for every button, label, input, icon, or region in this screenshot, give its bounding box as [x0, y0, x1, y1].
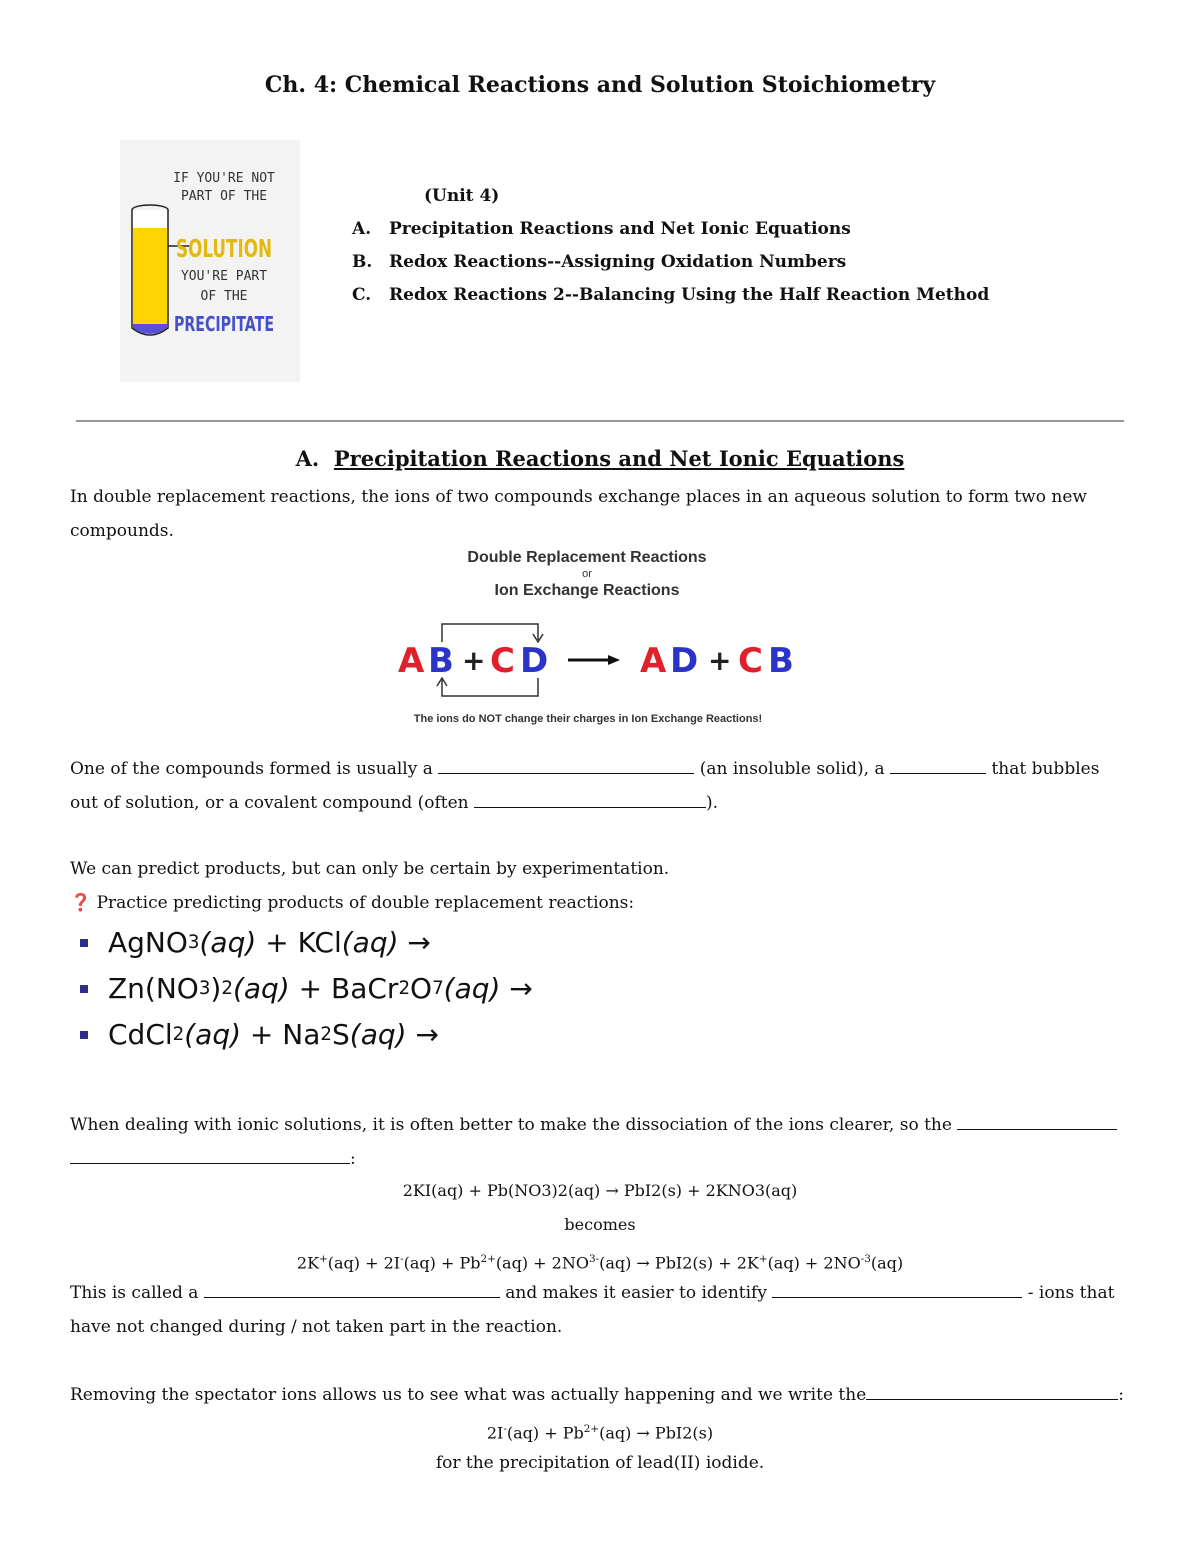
compounds-text-1: One of the compounds formed is usually a — [70, 759, 433, 779]
bullet-square-icon — [80, 939, 88, 947]
blank-ionic-equation-1[interactable] — [957, 1111, 1117, 1130]
eq2-plus: + — [298, 972, 323, 1005]
eq-part: (aq) + Pb — [506, 1423, 584, 1443]
toc-item-c — [352, 279, 989, 312]
intro-line-2: compounds. — [70, 521, 174, 541]
net-caption: for the precipitation of lead(II) iodide. — [435, 1453, 765, 1473]
eq-part: (aq) + 2I — [327, 1253, 401, 1273]
spectator-paragraph — [70, 1276, 1130, 1344]
toc-item-b — [352, 246, 989, 279]
eq1-sub: 3 — [187, 932, 200, 953]
double-replacement-diagram — [390, 540, 810, 740]
eq3-state-a: (aq) — [184, 1018, 242, 1051]
section-divider — [76, 420, 1124, 422]
complete-ionic-equation — [0, 1242, 1200, 1280]
net-ionic-equation — [0, 1412, 1200, 1450]
eq2-arrow: → — [509, 972, 533, 1005]
charge: + — [758, 1253, 768, 1265]
eq-part: (aq) → PbI2(s) — [599, 1423, 714, 1443]
section-a-title: Precipitation Reactions and Net Ionic Equations — [333, 446, 905, 471]
unit-table-of-contents — [352, 180, 989, 312]
eq2-reactant-a: Zn(NO — [108, 972, 199, 1005]
ion-d-right: D — [670, 641, 699, 681]
bullet-square-icon — [80, 985, 88, 993]
compounds-formed-paragraph — [70, 752, 1130, 820]
toc-text: Redox Reactions--Assigning Oxidation Numbers — [389, 252, 847, 272]
eq-part: (aq) + Pb — [403, 1253, 481, 1273]
eq1-plus: + — [265, 926, 289, 959]
eq2-b-sub: 2 — [398, 978, 411, 999]
charge: 2+ — [480, 1253, 496, 1265]
eq2-close: ) — [210, 972, 222, 1005]
practice-equation-2 — [80, 972, 533, 1005]
ion-b-left: B — [428, 641, 454, 681]
plus-left: + — [462, 644, 486, 677]
eq-part: 2I — [486, 1423, 504, 1443]
eq-part: (aq) — [870, 1253, 904, 1273]
hero-line-4: YOU'RE PART — [180, 269, 268, 284]
ionic-solutions-paragraph — [70, 1108, 1130, 1176]
charge: + — [319, 1253, 328, 1265]
blank-ionic-equation-2[interactable] — [70, 1145, 350, 1164]
net-ionic-paragraph — [70, 1378, 1130, 1412]
ionic-line-1: When dealing with ionic solutions, it is often better to make the dissociation of the ions clearer, so the — [70, 1115, 952, 1135]
ion-b-right: B — [768, 641, 794, 681]
practice-equation-1 — [80, 926, 431, 959]
blank-spectator[interactable] — [772, 1279, 1022, 1298]
blank-net-ionic[interactable] — [866, 1381, 1118, 1400]
eq2-b-sub2: 7 — [432, 978, 444, 999]
predict-line-2: Practice predicting products of double replacement reactions: — [96, 893, 635, 913]
eq3-reactant-a: CdCl — [108, 1018, 173, 1051]
ion-a-left: A — [398, 641, 425, 681]
charge: 2+ — [583, 1423, 600, 1435]
eq2-sub: 3 — [198, 978, 211, 999]
eq1-state-b: (aq) — [341, 926, 399, 959]
becomes-label: becomes — [564, 1215, 636, 1234]
eq3-state-b: (aq) — [349, 1018, 407, 1051]
hero-solution-word: SOLUTION — [176, 234, 272, 263]
charge: - — [400, 1253, 404, 1265]
diagram-caption: The ions do NOT change their charges in Ion Exchange Reactions! — [413, 713, 763, 725]
eq1-reactant-a: AgNO — [108, 926, 188, 959]
toc-unit-label: (Unit 4) — [424, 186, 500, 206]
net-line-1: Removing the spectator ions allows us to see what was actually happening and we write the — [70, 1385, 867, 1405]
eq2-reactant-b: BaCr — [331, 972, 399, 1005]
diagram-title-2: Ion Exchange Reactions — [494, 582, 680, 599]
solution-precipitate-image — [120, 140, 300, 382]
eq2-state-b: (aq) — [443, 972, 501, 1005]
ion-a-right: A — [640, 641, 667, 681]
hero-precipitate-word: PRECIPITATE — [174, 312, 274, 336]
eq2-sub2: 2 — [221, 978, 233, 999]
plus-right: + — [708, 644, 732, 677]
eq1-arrow: → — [407, 926, 431, 959]
toc-letter: A. — [352, 219, 372, 239]
compounds-text-2: (an insoluble solid), a — [699, 759, 885, 779]
intro-paragraph — [70, 480, 1130, 548]
charge: -3 — [860, 1253, 871, 1265]
toc-text: Redox Reactions 2--Balancing Using the Half Reaction Method — [389, 285, 990, 305]
hero-line-5: OF THE — [200, 289, 248, 304]
blank-complete-ionic[interactable] — [204, 1279, 500, 1298]
predict-paragraph — [70, 852, 1130, 920]
ionic-colon: : — [350, 1149, 356, 1169]
page-title: Ch. 4: Chemical Reactions and Solution Stoichiometry — [264, 72, 936, 98]
practice-equation-3 — [80, 1018, 439, 1051]
net-colon: : — [1118, 1385, 1124, 1405]
called-text-2: and makes it easier to identify — [505, 1283, 767, 1303]
eq1-reactant-b: KCl — [297, 926, 342, 959]
question-icon: ❓ — [70, 893, 92, 913]
eq-part: (aq) + 2NO — [767, 1253, 861, 1273]
eq-part: (aq) → PbI2(s) + 2K — [599, 1253, 759, 1273]
bullet-square-icon — [80, 1031, 88, 1039]
blank-covalent[interactable] — [474, 789, 706, 808]
charge: 3- — [588, 1253, 600, 1265]
diagram-or: or — [582, 568, 592, 580]
molecular-equation: 2KI(aq) + Pb(NO3)2(aq) → PbI2(s) + 2KNO3(aq) — [402, 1181, 798, 1200]
ion-d-left: D — [520, 641, 549, 681]
ion-exchange-figure — [390, 540, 810, 740]
ion-k: 2K — [296, 1253, 320, 1273]
top-swap-arrow — [442, 624, 538, 642]
compounds-text-5: ). — [706, 793, 719, 813]
eq1-state-a: (aq) — [199, 926, 257, 959]
toc-letter: C. — [352, 285, 372, 305]
blank-precipitate[interactable] — [438, 755, 694, 774]
blank-gas[interactable] — [890, 755, 986, 774]
ion-c-right: C — [738, 641, 763, 681]
called-text-3: - ions that — [1027, 1283, 1115, 1303]
compounds-text-3: that bubbles — [991, 759, 1100, 779]
intro-line-1: In double replacement reactions, the ions of two compounds exchange places in an aqueous solution to form two new — [70, 487, 1087, 507]
toc-letter: B. — [352, 252, 373, 272]
hero-line-1: IF YOU'RE NOT — [173, 171, 275, 186]
diagram-title-1: Double Replacement Reactions — [467, 549, 707, 566]
section-a-heading — [0, 446, 1200, 471]
toc-item-a — [352, 213, 989, 246]
eq3-b-sub: 2 — [320, 1024, 332, 1045]
eq3-sulfur: S — [331, 1018, 350, 1051]
eq3-sub: 2 — [172, 1024, 185, 1045]
eq2-state-a: (aq) — [232, 972, 290, 1005]
section-a-letter: A. — [295, 446, 320, 471]
compounds-text-4: out of solution, or a covalent compound (often — [70, 793, 469, 813]
eq-part: (aq) + 2NO — [495, 1253, 589, 1273]
predict-line-1: We can predict products, but can only be certain by experimentation. — [70, 859, 670, 879]
reaction-arrow-head — [608, 655, 620, 665]
eq2-oxygen: O — [410, 972, 433, 1005]
ion-c-left: C — [490, 641, 515, 681]
eq3-arrow: → — [415, 1018, 439, 1051]
hero-line-2: PART OF THE — [180, 189, 268, 204]
charge: - — [503, 1423, 507, 1435]
called-text-1: This is called a — [70, 1283, 199, 1303]
eq3-reactant-b: Na — [282, 1018, 321, 1051]
toc-text: Precipitation Reactions and Net Ionic Equations — [389, 219, 851, 239]
called-line-2: have not changed during / not taken part in the reaction. — [70, 1317, 563, 1337]
test-tube-illustration — [120, 140, 300, 382]
eq3-plus: + — [249, 1018, 274, 1051]
